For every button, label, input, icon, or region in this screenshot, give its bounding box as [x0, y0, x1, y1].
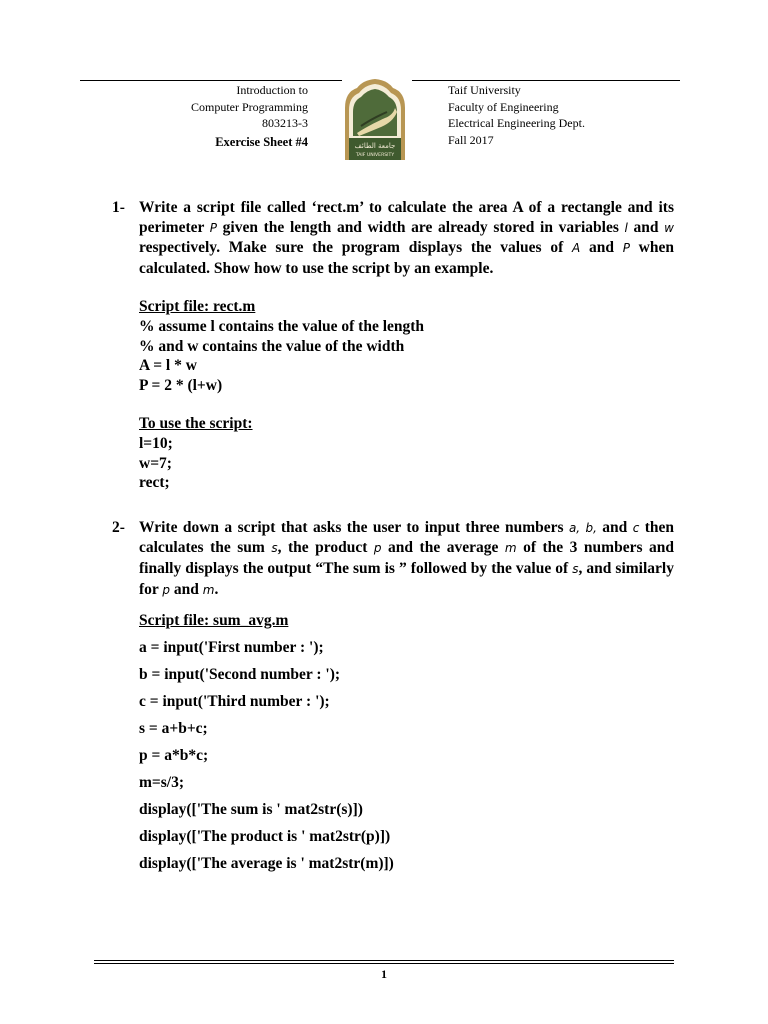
course-line: Introduction to — [236, 83, 308, 97]
question-1 — [112, 198, 674, 493]
page-number: 1 — [381, 967, 387, 981]
footer-rule — [94, 960, 674, 961]
code-line: b = input('Second number : '); — [139, 666, 341, 684]
code-line: display(['The product is ' mat2str(p)]) — [139, 828, 391, 846]
code-line: % assume l contains the value of the length — [139, 317, 425, 335]
code-line: rect; — [139, 474, 170, 492]
header-rule-right — [412, 80, 680, 81]
exercise-content — [112, 198, 674, 877]
code-line: % and w contains the value of the width — [139, 337, 405, 355]
code-line: w=7; — [139, 454, 172, 472]
semester: Fall 2017 — [448, 132, 494, 147]
code-line: l=10; — [139, 434, 173, 452]
code-line: p = a*b*c; — [139, 747, 209, 765]
university-info — [448, 82, 668, 148]
sheet-title: Exercise Sheet #4 — [215, 134, 308, 149]
faculty-name: Faculty of Engineering — [448, 99, 559, 114]
code-line: display(['The sum is ' mat2str(s)]) — [139, 801, 363, 819]
question-number: 1- — [112, 199, 125, 216]
header-rule-left — [80, 80, 342, 81]
svg-text:TAIF UNIVERSITY: TAIF UNIVERSITY — [355, 153, 395, 158]
code-line: m=s/3; — [139, 774, 184, 792]
script-block — [139, 607, 674, 877]
footer-rule — [94, 963, 674, 964]
code-line: A = l * w — [139, 357, 197, 375]
question-text: Write a script file called ‘rect.m’ to calculate the area A of a rectangle and its perimeter P given the length and width are already stored in variables l and w respectively. Make sure the program displays the values of A and P when calculated. Show how to use the script by an example. — [139, 199, 674, 277]
code-line: display(['The average is ' mat2str(m)]) — [139, 855, 394, 873]
code-line: P = 2 * (l+w) — [139, 376, 223, 394]
code-line: a = input('First number : '); — [139, 639, 324, 657]
script-heading: Script file: rect.m — [139, 298, 256, 316]
university-name: Taif University — [448, 83, 521, 97]
code-line: s = a+b+c; — [139, 720, 208, 738]
course-code: 803213-3 — [262, 116, 308, 130]
question-2 — [112, 518, 674, 877]
usage-heading: To use the script: — [139, 415, 253, 433]
question-number: 2- — [112, 518, 125, 536]
university-logo — [341, 78, 409, 162]
department-name: Electrical Engineering Dept. — [448, 116, 585, 130]
question-text: Write down a script that asks the user to input three numbers a, b, and c then calculates the sum s, the product p and the average m of the 3 numbers and finally displays the output “The sum is ” followed by the value of s, and similarly for p and m. — [139, 518, 674, 598]
code-line: c = input('Third number : '); — [139, 693, 330, 711]
course-info — [150, 82, 308, 150]
script-block — [139, 297, 674, 395]
course-line: Computer Programming — [191, 99, 308, 114]
usage-block — [139, 414, 674, 492]
script-heading: Script file: sum_avg.m — [139, 612, 289, 630]
svg-text:جامعة الطائف: جامعة الطائف — [354, 142, 396, 150]
